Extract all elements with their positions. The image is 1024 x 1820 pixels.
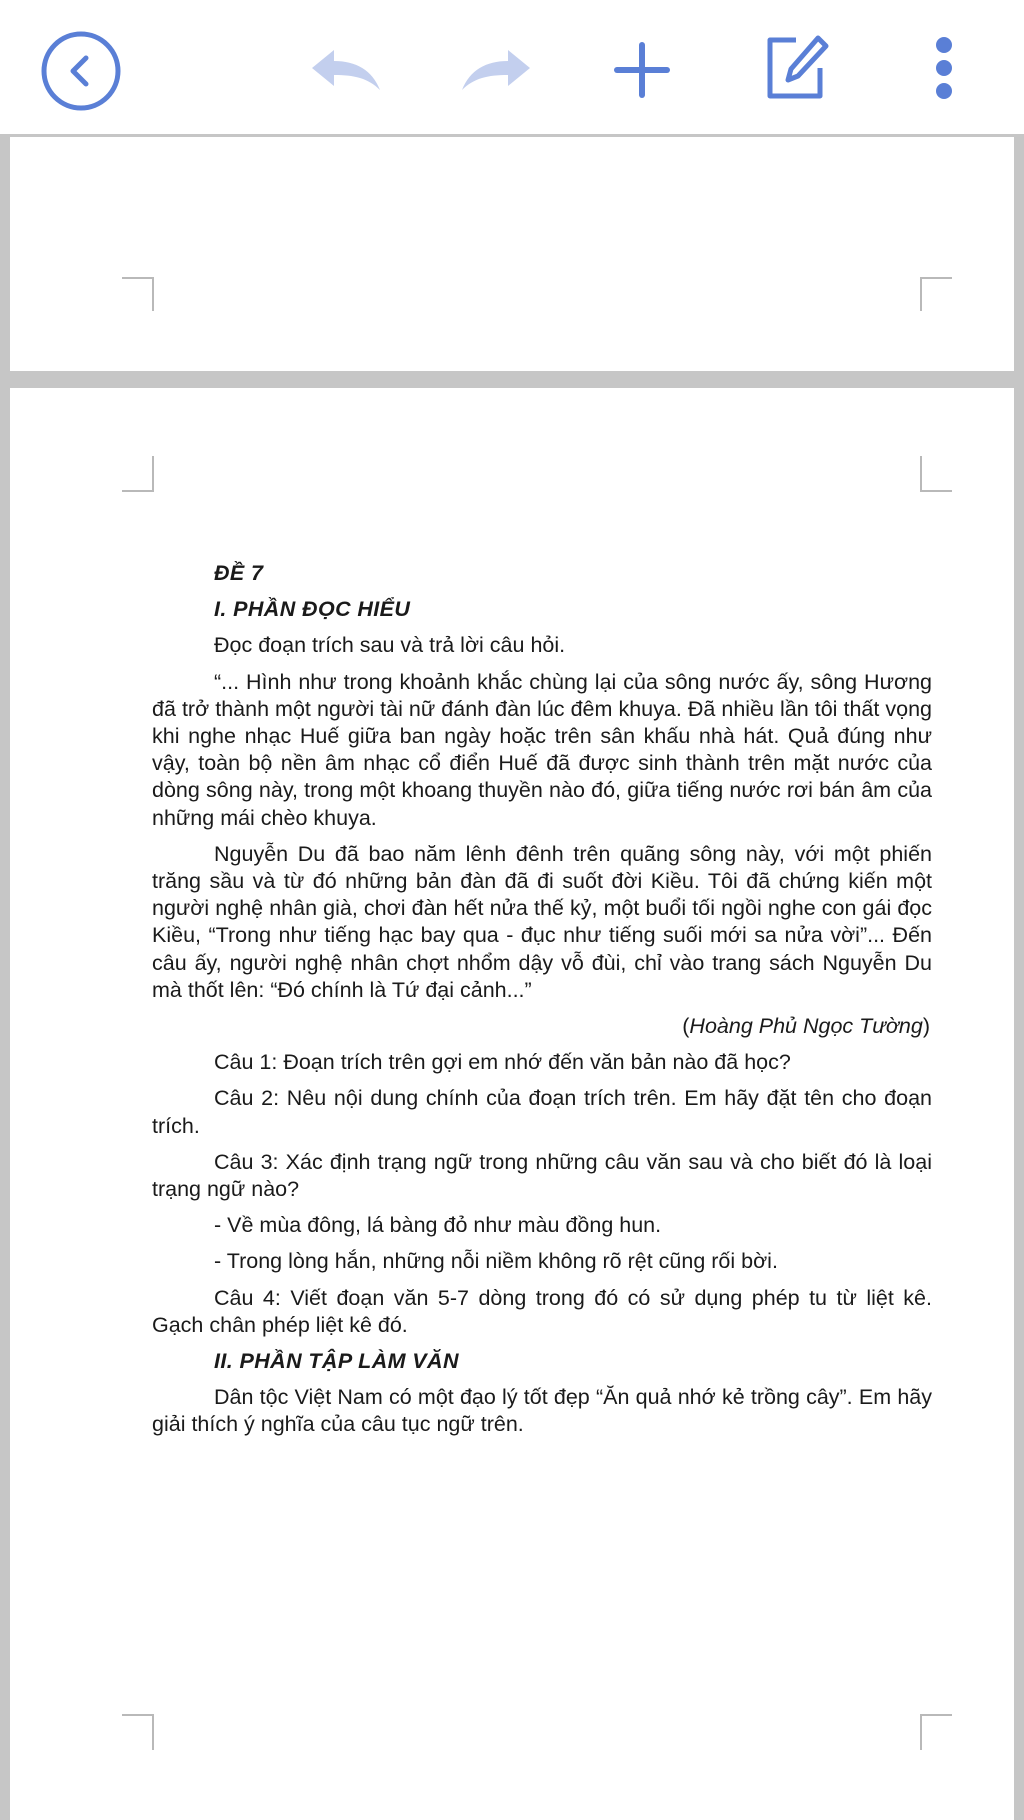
essay-prompt: Dân tộc Việt Nam có một đạo lý tốt đẹp “Ăn quả nhớ kẻ trồng cây”. Em hãy giải thích ý nghĩa của câu tục ngữ trên.: [152, 1385, 932, 1437]
document-content: [152, 560, 932, 1448]
plus-icon: [613, 41, 671, 99]
page-margin-corner: [122, 456, 154, 492]
undo-icon: [308, 44, 384, 96]
redo-icon: [458, 44, 534, 96]
edit-icon: [762, 34, 830, 102]
add-button[interactable]: [610, 38, 674, 102]
page-margin-corner: [122, 277, 154, 311]
section-heading-reading: I. PHẦN ĐỌC HIỂU: [214, 597, 411, 622]
question-2: Câu 2: Nêu nội dung chính của đoạn trích trên. Em hãy đặt tên cho đoạn trích.: [152, 1086, 932, 1138]
previous-page: [10, 137, 1014, 371]
source-close: ): [922, 1014, 930, 1039]
more-vertical-icon: [932, 36, 956, 100]
page-margin-corner: [122, 1714, 154, 1750]
back-button[interactable]: [38, 28, 124, 114]
document-viewer[interactable]: [0, 134, 1024, 1820]
passage-paragraph-2: Nguyễn Du đã bao năm lênh đênh trên quãng sông này, với một phiến trăng sầu và từ đó những bản đàn đã đi suốt đời Kiều. Tôi đã chứng kiến một người nghệ nhân già, chơi đàn hết nửa thế kỷ, một buổi tối ngồi nghe con gái đọc Kiều, “Trong như tiếng hạc bay qua - đục như tiếng suối mới sa nửa vời”... Đến câu ấy, người nghệ nhân chợt nhổm dậy vỗ đùi, chỉ vào trang sách Nguyễn Du mà thốt lên: “Đó chính là Tứ đại cảnh...”: [152, 841, 932, 1002]
more-options-button[interactable]: [920, 34, 968, 102]
top-toolbar: [0, 0, 1024, 134]
question-3-sentence-b: - Trong lòng hắn, những nỗi niềm không rõ rệt cũng rối bời.: [214, 1249, 778, 1274]
chevron-left-circle-icon: [40, 30, 122, 112]
edit-button[interactable]: [760, 32, 832, 104]
page-margin-corner: [920, 277, 952, 311]
section-heading-writing: II. PHẦN TẬP LÀM VĂN: [214, 1349, 459, 1374]
question-3-sentence-a: - Về mùa đông, lá bàng đỏ như màu đồng hun.: [214, 1213, 662, 1238]
passage-paragraph-1: “... Hình như trong khoảnh khắc chùng lại của sông nước ấy, sông Hương đã trở thành một người tài nữ đánh đàn lúc đêm khuya. Đã nhiều lần tôi thất vọng khi nghe nhạc Huế giữa ban ngày hoặc trên sân khấu nhà hát. Quả đúng như vậy, toàn bộ nền âm nhạc cổ điển Huế đã được sinh thành trên mặt nước của dòng sông này, trong một khoang thuyền nào đó, giữa tiếng nước rơi bán âm của những mái chèo khuya.: [152, 669, 932, 830]
question-4: Câu 4: Viết đoạn văn 5-7 dòng trong đó có sử dụng phép tu từ liệt kê. Gạch chân phép liệt kê đó.: [152, 1285, 932, 1337]
source-open: (: [682, 1014, 690, 1039]
question-3: Câu 3: Xác định trạng ngữ trong những câu văn sau và cho biết đó là loại trạng ngữ nào?: [152, 1149, 932, 1202]
passage-source: [152, 1013, 932, 1040]
undo-button[interactable]: [306, 40, 386, 100]
current-page: [10, 388, 1014, 1820]
page-margin-corner: [920, 456, 952, 492]
instruction-text: Đọc đoạn trích sau và trả lời câu hỏi.: [214, 633, 566, 658]
page-margin-corner: [920, 1714, 952, 1750]
question-1: Câu 1: Đoạn trích trên gợi em nhớ đến văn bản nào đã học?: [214, 1050, 791, 1075]
source-author: Hoàng Phủ Ngọc Tường: [689, 1014, 923, 1039]
exam-title: ĐỀ 7: [214, 561, 264, 585]
redo-button[interactable]: [456, 40, 536, 100]
